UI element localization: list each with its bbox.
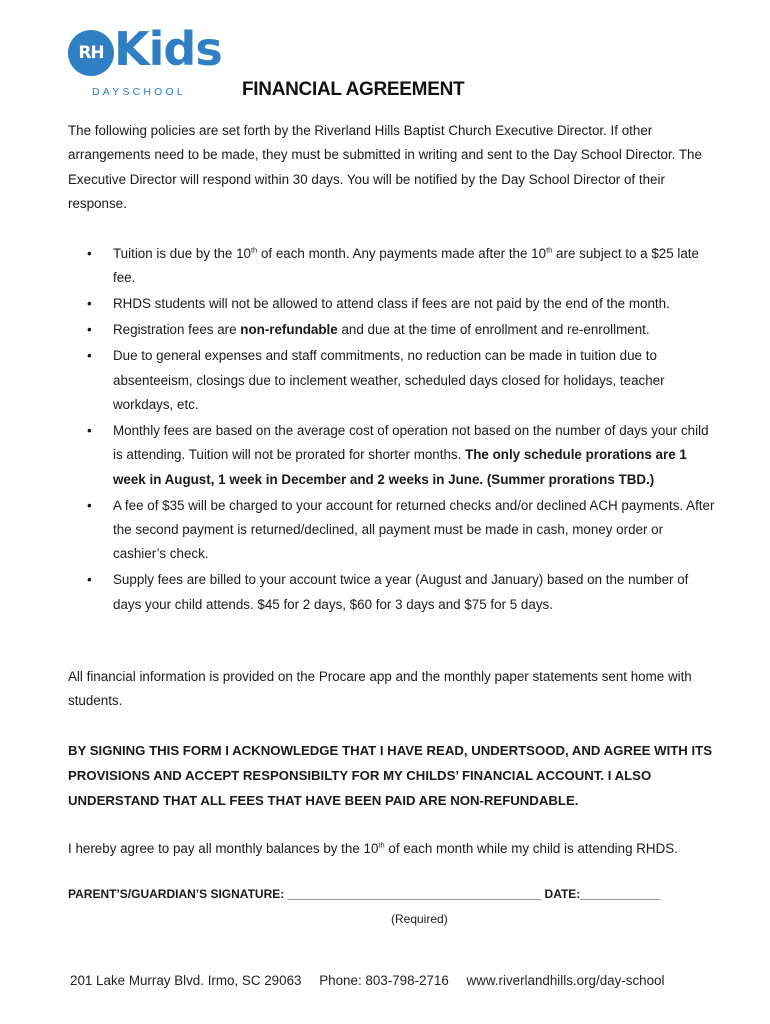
policy-item-monthly-fees: • Monthly fees are based on the average cost of operation not based on the number of days your child is attending. Tuition will not be prorated for shorter months. The only schedule prorations are 1 week in August, 1 week in December and 2 weeks in June. (Summer prorations TBD.) <box>68 419 718 492</box>
logo-subtitle: DAYSCHOOL <box>92 86 186 98</box>
document-title: FINANCIAL AGREEMENT <box>242 79 465 100</box>
bullet-icon: • <box>87 246 92 261</box>
bullet-icon: • <box>87 322 92 338</box>
logo-initials: RH <box>68 30 114 76</box>
bullet-icon: • <box>87 572 92 588</box>
bullet-icon: • <box>87 348 92 364</box>
procare-paragraph: All financial information is provided on the Procare app and the monthly paper statements sent home with students. <box>68 669 692 709</box>
policy-item-supply-fees: • Supply fees are billed to your account twice a year (August and January) based on the number of days your child attends. $45 for 2 days, $60 for 3 days and $75 for 5 days. <box>68 568 718 617</box>
rh-kids-logo <box>62 24 222 104</box>
date-label: DATE: <box>544 887 581 901</box>
intro-paragraph: The following policies are set forth by the Riverland Hills Baptist Church Executive Director. If other arrangements need to be made, they must be submitted in writing and sent to the Day School Director. The Executive Director will respond within 30 days. You will be notified by the Day School Director of their response. <box>68 123 702 212</box>
signature-field[interactable]: ______________________________________ <box>287 887 542 901</box>
required-note: (Required) <box>391 912 448 926</box>
agreement-paragraph: I hereby agree to pay all monthly balances by the 10th of each month while my child is attending RHDS. <box>68 840 678 856</box>
footer-website: www.riverlandhills.org/day-school <box>466 973 665 988</box>
bullet-icon: • <box>87 497 92 513</box>
policy-item-tuition-due: • Tuition is due by the 10th of each month. Any payments made after the 10th are subject to a $25 late fee. <box>68 242 718 291</box>
footer <box>70 973 678 988</box>
signature-label: PARENT’S/GUARDIAN’S SIGNATURE: <box>68 887 285 901</box>
policy-item-returned-checks: • A fee of $35 will be charged to your account for returned checks and/or declined ACH payments. After the second payment is returned/declined, all payment must be made in cash, money order or cashier’s check. <box>68 494 718 567</box>
policy-item-attendance: • RHDS students will not be allowed to attend class if fees are not paid by the end of the month. <box>68 292 718 316</box>
footer-phone: Phone: 803-798-2716 <box>319 973 449 988</box>
date-field[interactable]: ____________ <box>580 887 661 901</box>
bullet-icon: • <box>87 296 92 312</box>
policy-item-no-reduction: • Due to general expenses and staff commitments, no reduction can be made in tuition due to absenteeism, closings due to inclement weather, scheduled days closed for holidays, teacher workdays, etc. <box>68 344 718 417</box>
policy-list <box>68 242 718 619</box>
policy-item-registration: • Registration fees are non-refundable and due at the time of enrollment and re-enrollment. <box>68 318 718 342</box>
acknowledgement-paragraph: BY SIGNING THIS FORM I ACKNOWLEDGE THAT I HAVE READ, UNDERTSOOD, AND AGREE WITH ITS PROVISIONS AND ACCEPT RESPONSIBILTY FOR MY CHILDS’ FINANCIAL ACCOUNT. I ALSO UNDERSTAND THAT ALL FEES THAT HAVE BEEN PAID ARE NON-REFUNDABLE. <box>68 743 712 808</box>
footer-address: 201 Lake Murray Blvd. Irmo, SC 29063 <box>70 973 302 988</box>
bullet-icon: • <box>87 422 92 438</box>
signature-line <box>68 887 660 901</box>
logo-word: Kids <box>114 22 222 76</box>
